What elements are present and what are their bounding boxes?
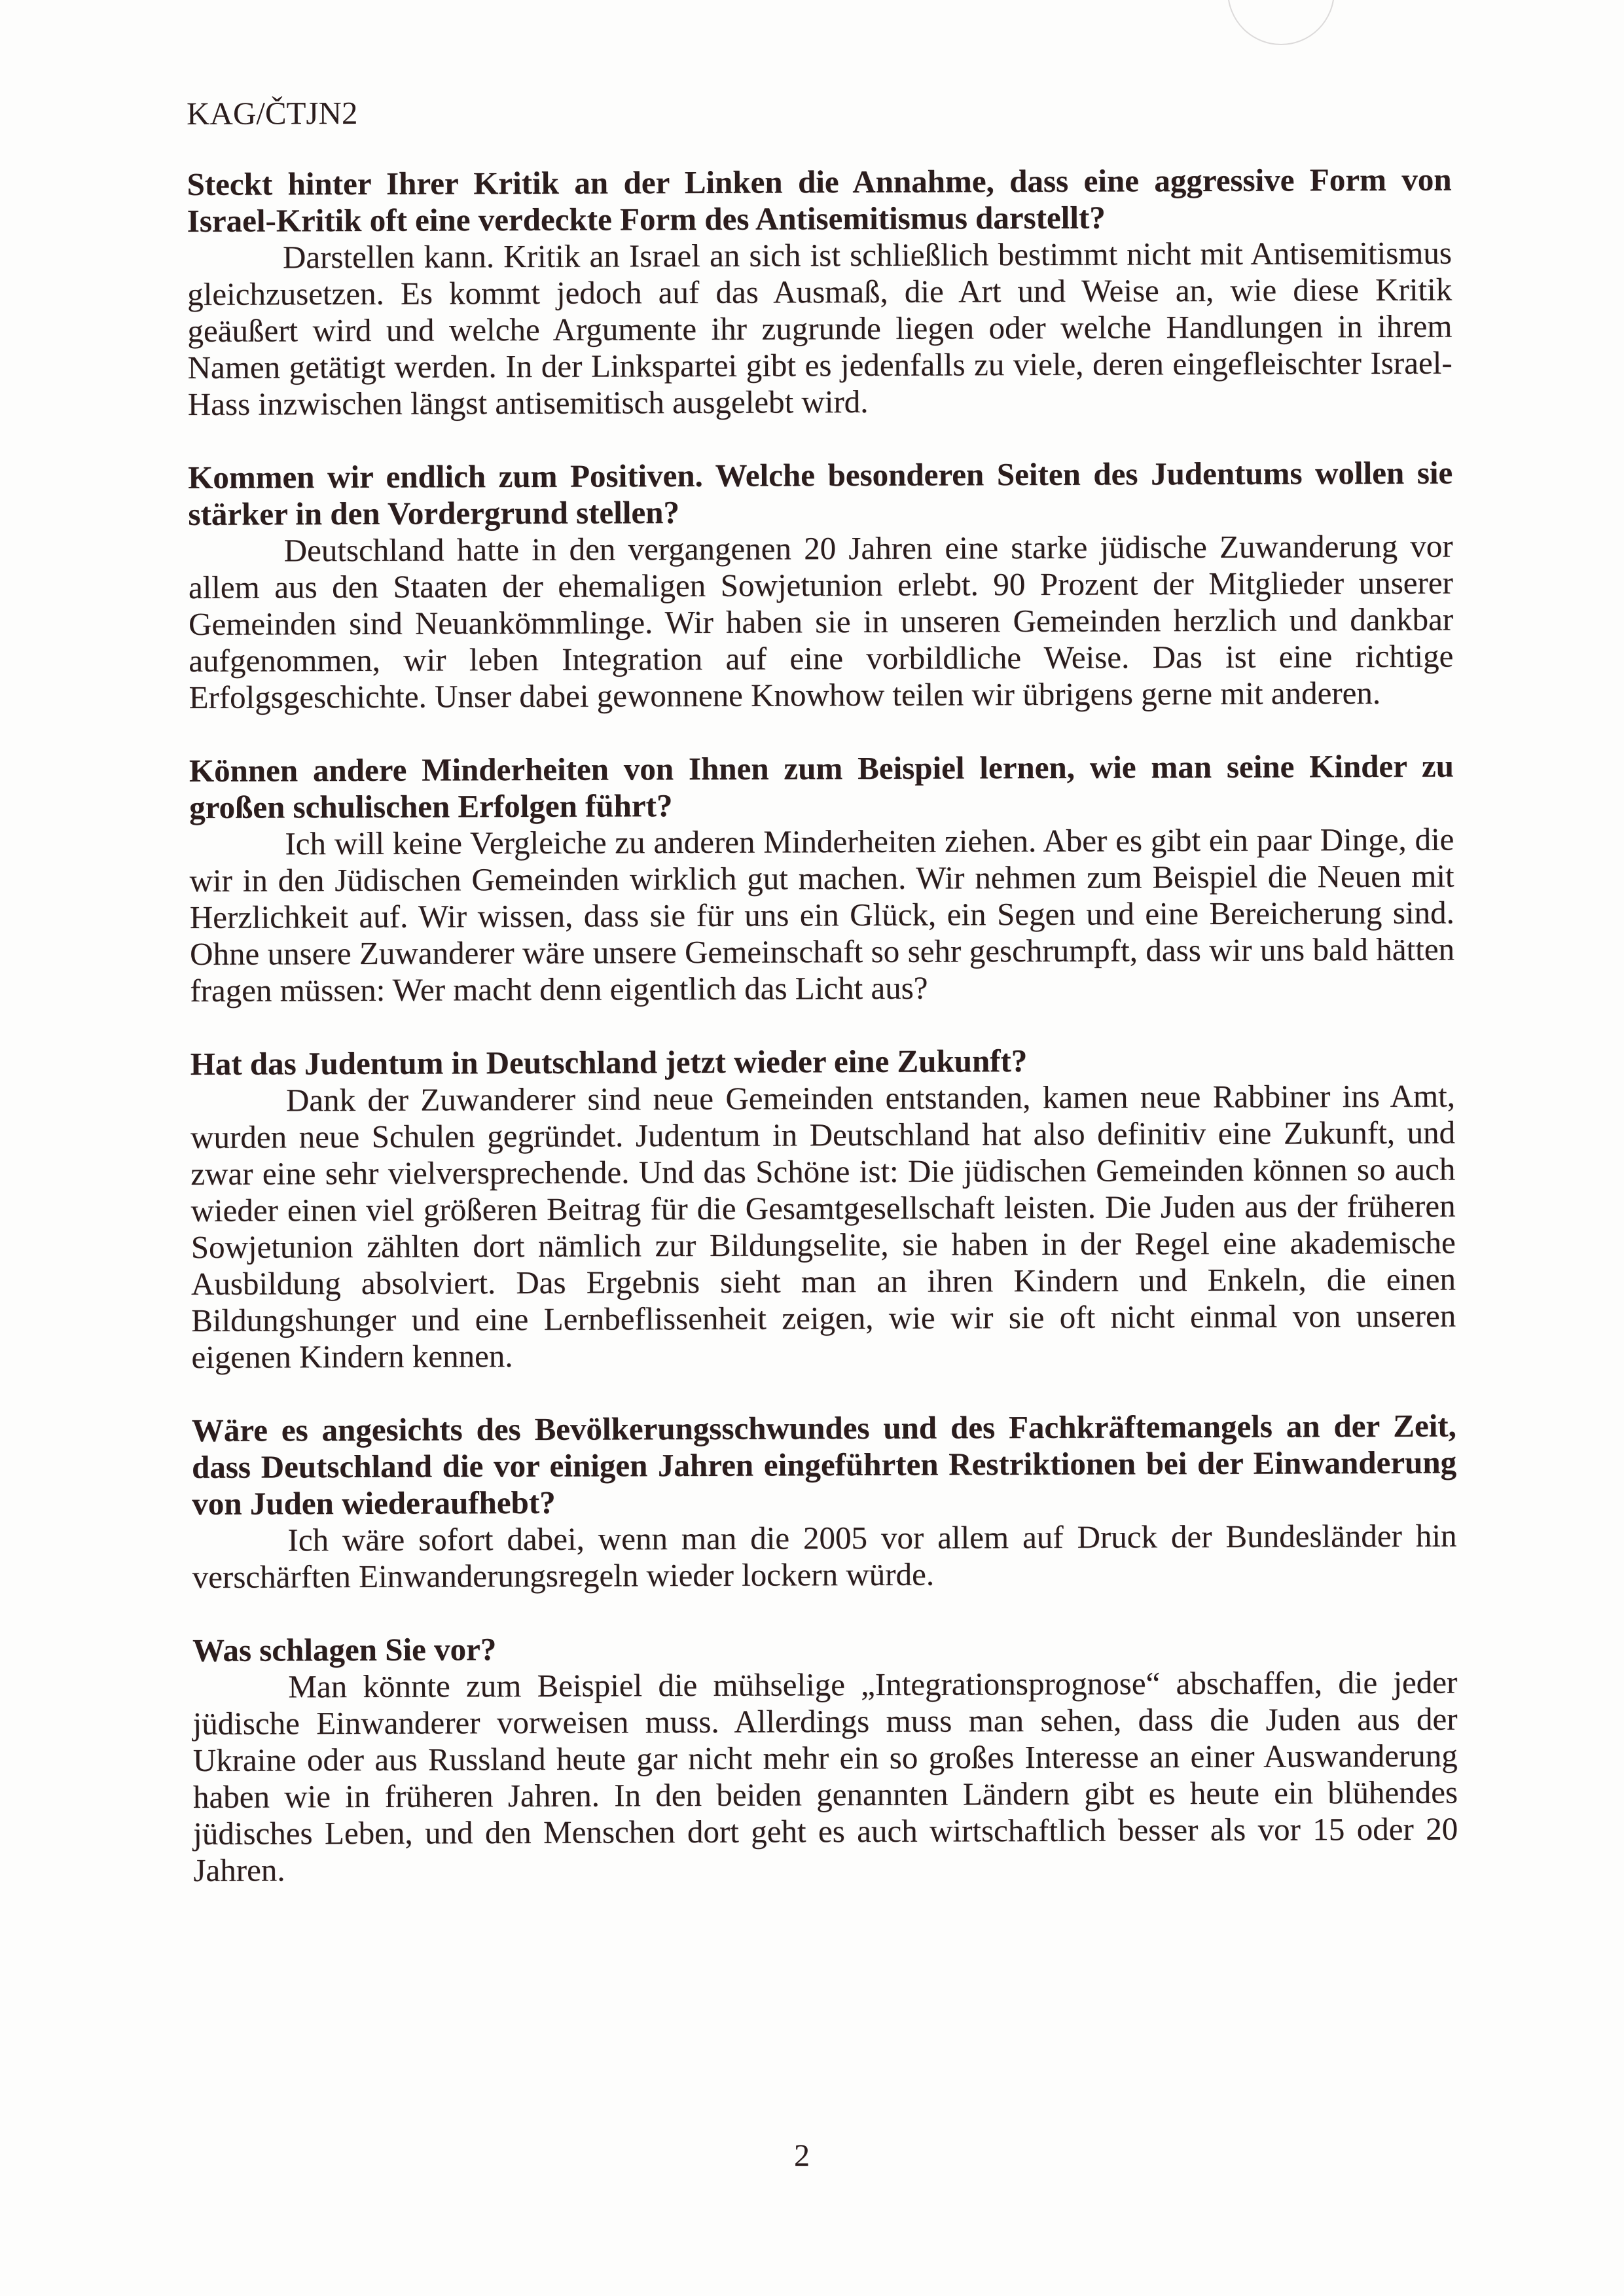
text-block (187, 91, 1458, 1926)
qa-section (192, 1628, 1458, 1889)
qa-section (192, 1408, 1457, 1596)
qa-section (188, 455, 1453, 716)
document-code: KAG/ČTJN2 (187, 94, 358, 132)
interview-answer: Deutschland hatte in den vergangenen 20 Jahren eine starke jüdische Zuwanderung vor allem aus den Staaten der ehemaligen Sowjetunion erlebt. 90 Prozent der Mitglieder unserer Gemeinden sind Neuankömmlinge. Wir haben sie in unseren Gemeinden herzlich und dankbar aufgenommen, wir leben Integration auf eine vorbildliche Weise. Das ist eine richtige Erfolgsgeschichte. Unser dabei gewonnene Knowhow teilen wir übrigens gerne mit anderen. (188, 528, 1454, 715)
qa-section (189, 748, 1454, 1009)
interview-answer: Dank der Zuwanderer sind neue Gemeinden entstanden, kamen neue Rabbiner ins Amt, wurden neue Schulen gegründet. Judentum in Deutschland hat also definitiv eine Zukunft, und zwar eine sehr vielversprechende. Und das Schöne ist: Die jüdischen Gemeinden können so auch wieder einen viel größeren Beitrag für die Gesamtgesellschaft leisten. Die Juden aus der früheren Sowjetunion zählten dort nämlich zur Bildungselite, sie haben in der Regel eine akademische Ausbildung absolviert. Das Ergebnis sieht man an ihren Kindern und Enkeln, die einen Bildungshunger und eine Lernbeflissenheit zeigen, wie wir sie oft nicht einmal von unseren eigenen Kindern kennen. (190, 1077, 1456, 1375)
interview-question: Können andere Minderheiten von Ihnen zum Beispiel lernen, wie man seine Kinder zu großen schulischen Erfolgen führt? (189, 747, 1454, 825)
qa-section (187, 162, 1452, 423)
interview-answer: Man könnte zum Beispiel die mühselige „Integrationsprognose“ abschaffen, die jeder jüdische Einwanderer vorweisen muss. Allerdings muss man sehen, dass die Juden aus der Ukraine oder aus Russland heute gar nicht mehr ein so großes Interesse an einer Auswanderung haben wie in früheren Jahren. In den beiden genannten Ländern gibt es heute ein blühendes jüdisches Leben, und den Menschen dort geht es auch wirtschaftlich besser als vor 15 oder 20 Jahren. (192, 1664, 1458, 1888)
interview-question: Was schlagen Sie vor? (192, 1631, 497, 1668)
scan-artifact (1227, 0, 1335, 45)
page-number: 2 (794, 2138, 810, 2173)
qa-section (190, 1041, 1456, 1376)
interview-question: Kommen wir endlich zum Positiven. Welche besonderen Seiten des Judentums wollen sie stärker in den Vordergrund stellen? (188, 454, 1453, 532)
interview-question: Steckt hinter Ihrer Kritik an der Linken die Annahme, dass eine aggressive Form von Israel-Kritik oft eine verdeckte Form des Antisemitismus darstellt? (187, 161, 1452, 239)
interview-answer: Darstellen kann. Kritik an Israel an sich ist schließlich bestimmt nicht mit Antisemitismus gleichzusetzen. Es kommt jedoch auf das Ausmaß, die Art und Weise an, wie diese Kritik geäußert wird und welche Argumente ihr zugrunde liegen oder welche Handlungen in ihrem Namen getätigt werden. In der Linkspartei gibt es jedenfalls zu viele, deren eingefleischter Israel-Hass inzwischen längst antisemitisch ausgelebt wird. (187, 234, 1453, 422)
interview-answer: Ich will keine Vergleiche zu anderen Minderheiten ziehen. Aber es gibt ein paar Dinge, die wir in den Jüdischen Gemeinden wirklich gut machen. Wir nehmen zum Beispiel die Neuen mit Herzlichkeit auf. Wir wissen, dass sie für uns ein Glück, ein Segen und eine Bereicherung sind. Ohne unsere Zuwanderer wäre unsere Gemeinschaft so sehr geschrumpft, dass wir uns bald hätten fragen müssen: Wer macht denn eigentlich das Licht aus? (189, 821, 1455, 1009)
interview-question: Wäre es angesichts des Bevölkerungsschwundes und des Fachkräftemangels an der Zeit, dass Deutschland die vor einigen Jahren eingeführten Restriktionen bei der Einwanderung von Juden wiederaufhebt? (191, 1407, 1457, 1522)
interview-answer: Ich wäre sofort dabei, wenn man die 2005 vor allem auf Druck der Bundesländer hin verschärften Einwanderungsregeln wieder lockern würde. (192, 1517, 1457, 1595)
interview-question: Hat das Judentum in Deutschland jetzt wieder eine Zukunft? (190, 1043, 1028, 1082)
